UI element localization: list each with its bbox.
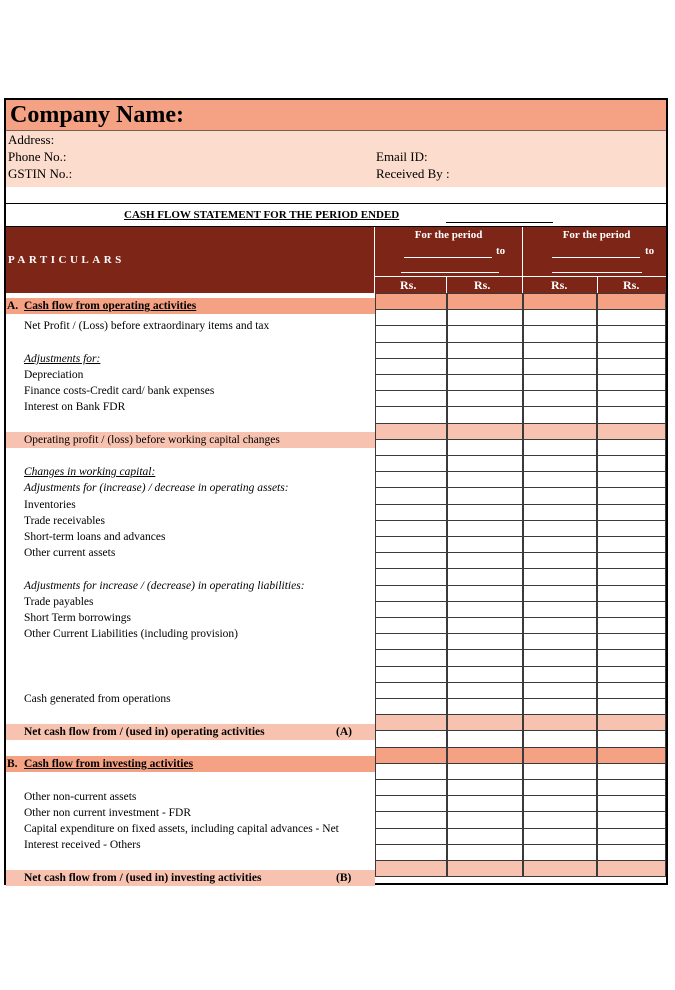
amount-cell[interactable] xyxy=(375,795,447,812)
line-item: Inventories xyxy=(24,499,76,511)
currency-label: Rs. xyxy=(623,278,640,292)
amount-cell[interactable] xyxy=(447,439,523,456)
period-blank xyxy=(404,257,492,258)
amount-cell[interactable] xyxy=(597,747,666,764)
section-a-title: Cash flow from operating activities xyxy=(24,300,197,312)
company-name-label: Company Name: xyxy=(10,102,184,128)
amount-cell[interactable] xyxy=(375,698,447,715)
amount-cell[interactable] xyxy=(447,795,523,812)
header-divider xyxy=(374,227,375,293)
amount-cell[interactable] xyxy=(523,763,597,780)
total-tag: (A) xyxy=(336,726,352,738)
amount-cell[interactable] xyxy=(375,342,447,359)
statement-title: CASH FLOW STATEMENT FOR THE PERIOD ENDED xyxy=(124,209,400,221)
amount-cell[interactable] xyxy=(375,714,447,731)
section-a-letter: A. xyxy=(7,300,19,312)
line-item: Short-term loans and advances xyxy=(24,531,166,543)
amount-cell[interactable] xyxy=(597,439,666,456)
line-item: Capital expenditure on fixed assets, including capital advances - Net xyxy=(24,823,339,835)
amount-cell[interactable] xyxy=(447,714,523,731)
subheading: Adjustments for (increase) / decrease in operating assets: xyxy=(24,482,289,494)
total-tag: (B) xyxy=(336,872,352,884)
amount-cell[interactable] xyxy=(375,374,447,391)
amount-cell[interactable] xyxy=(447,406,523,423)
line-item: Other non-current assets xyxy=(24,791,137,803)
amount-cell[interactable] xyxy=(447,358,523,375)
amount-cell[interactable] xyxy=(375,568,447,585)
period-to-1: to xyxy=(496,245,506,257)
line-item: Trade receivables xyxy=(24,515,105,527)
line-item: Other current assets xyxy=(24,547,116,559)
amount-cell[interactable] xyxy=(447,552,523,569)
subheading: Adjustments for increase / (decrease) in operating liabilities: xyxy=(24,580,305,592)
line-item: Other Current Liabilities (including provision) xyxy=(24,628,238,640)
amount-cell[interactable] xyxy=(447,536,523,553)
amount-cell[interactable] xyxy=(447,633,523,650)
line-item: Operating profit / (loss) before working capital changes xyxy=(24,434,280,446)
amount-cell[interactable] xyxy=(523,860,597,877)
amount-cell[interactable] xyxy=(447,747,523,764)
amount-cell[interactable] xyxy=(523,649,597,666)
amount-cell[interactable] xyxy=(597,568,666,585)
amount-cell[interactable] xyxy=(523,779,597,796)
amount-cell[interactable] xyxy=(597,666,666,683)
amount-cell[interactable] xyxy=(597,455,666,472)
currency-label: Rs. xyxy=(400,278,417,292)
amount-cell[interactable] xyxy=(523,504,597,521)
currency-label: Rs. xyxy=(474,278,491,292)
received-by-label: Received By : xyxy=(376,166,450,181)
amount-cell[interactable] xyxy=(597,471,666,488)
amount-cell[interactable] xyxy=(597,504,666,521)
line-item: Interest received - Others xyxy=(24,839,141,851)
amount-cell[interactable] xyxy=(375,293,447,310)
amount-cell[interactable] xyxy=(447,293,523,310)
amount-cell[interactable] xyxy=(523,374,597,391)
amount-cell[interactable] xyxy=(375,747,447,764)
table-header xyxy=(6,227,666,293)
amount-cell[interactable] xyxy=(375,487,447,504)
amount-cell[interactable] xyxy=(523,601,597,618)
amount-cell[interactable] xyxy=(597,520,666,537)
address-label: Address: xyxy=(8,132,55,147)
amount-cell[interactable] xyxy=(375,358,447,375)
amount-cell[interactable] xyxy=(597,293,666,310)
line-item: Interest on Bank FDR xyxy=(24,401,126,413)
amount-cell[interactable] xyxy=(447,504,523,521)
amount-cell[interactable] xyxy=(523,730,597,747)
amount-cell[interactable] xyxy=(597,682,666,699)
subheading: Adjustments for: xyxy=(24,353,101,365)
amount-cell[interactable] xyxy=(447,471,523,488)
amount-cell[interactable] xyxy=(523,439,597,456)
amount-cell[interactable] xyxy=(375,423,447,440)
amount-cell[interactable] xyxy=(447,325,523,342)
amount-cell[interactable] xyxy=(447,390,523,407)
amount-cell[interactable] xyxy=(523,633,597,650)
amount-cell[interactable] xyxy=(597,844,666,861)
amount-cell[interactable] xyxy=(447,309,523,326)
amount-cell[interactable] xyxy=(375,601,447,618)
amount-cell[interactable] xyxy=(447,520,523,537)
amount-cell[interactable] xyxy=(523,325,597,342)
section-b-letter: B. xyxy=(7,758,18,770)
amount-cell[interactable] xyxy=(523,617,597,634)
amount-cell[interactable] xyxy=(597,342,666,359)
amount-cell[interactable] xyxy=(597,649,666,666)
cash-flow-sheet xyxy=(4,98,668,885)
amount-cell[interactable] xyxy=(597,390,666,407)
amount-cell[interactable] xyxy=(597,714,666,731)
amount-cell[interactable] xyxy=(375,325,447,342)
email-label: Email ID: xyxy=(376,149,428,164)
total-line: Net cash flow from / (used in) investing activities xyxy=(24,872,262,884)
period-label-2: For the period xyxy=(562,229,631,241)
amount-cell[interactable] xyxy=(375,390,447,407)
header-divider xyxy=(446,276,447,293)
amount-cell[interactable] xyxy=(375,309,447,326)
amount-cell[interactable] xyxy=(597,763,666,780)
total-line: Net cash flow from / (used in) operating activities xyxy=(24,726,265,738)
amount-cell[interactable] xyxy=(447,860,523,877)
section-b-title: Cash flow from investing activities xyxy=(24,758,194,770)
amount-cell[interactable] xyxy=(375,666,447,683)
amount-cell[interactable] xyxy=(447,455,523,472)
amount-cell[interactable] xyxy=(523,585,597,602)
amount-cell[interactable] xyxy=(447,698,523,715)
company-name-band xyxy=(6,100,666,131)
amount-cell[interactable] xyxy=(447,666,523,683)
amount-cell[interactable] xyxy=(447,585,523,602)
amount-cell[interactable] xyxy=(523,358,597,375)
amount-cell[interactable] xyxy=(523,795,597,812)
amount-cell[interactable] xyxy=(375,504,447,521)
amount-cell[interactable] xyxy=(597,325,666,342)
amount-cell[interactable] xyxy=(447,828,523,845)
amount-cell[interactable] xyxy=(523,406,597,423)
line-item: Depreciation xyxy=(24,369,84,381)
amount-cell[interactable] xyxy=(597,779,666,796)
period-blank xyxy=(552,257,640,258)
particulars-heading: PARTICULARS xyxy=(8,254,125,266)
amount-cell[interactable] xyxy=(447,844,523,861)
amount-cell[interactable] xyxy=(375,471,447,488)
line-item: Finance costs-Credit card/ bank expenses xyxy=(24,385,215,397)
amount-cell[interactable] xyxy=(375,633,447,650)
amount-cell[interactable] xyxy=(597,536,666,553)
line-item: Net Profit / (Loss) before extraordinary items and tax xyxy=(24,320,270,332)
amount-cell[interactable] xyxy=(597,811,666,828)
amount-cell[interactable] xyxy=(597,601,666,618)
amount-cell[interactable] xyxy=(375,585,447,602)
amount-cell[interactable] xyxy=(523,666,597,683)
amount-cell[interactable] xyxy=(375,536,447,553)
amount-cell[interactable] xyxy=(447,487,523,504)
amount-cell[interactable] xyxy=(523,423,597,440)
amount-cell[interactable] xyxy=(375,455,447,472)
amount-cell[interactable] xyxy=(375,860,447,877)
amount-cell[interactable] xyxy=(447,568,523,585)
amount-cell[interactable] xyxy=(597,406,666,423)
amount-cell[interactable] xyxy=(597,860,666,877)
amount-cell[interactable] xyxy=(597,698,666,715)
amount-cell[interactable] xyxy=(375,844,447,861)
amount-cell[interactable] xyxy=(523,390,597,407)
amount-cell[interactable] xyxy=(523,455,597,472)
amount-cell[interactable] xyxy=(523,487,597,504)
amount-cell[interactable] xyxy=(523,844,597,861)
amount-cell[interactable] xyxy=(523,811,597,828)
amount-cell[interactable] xyxy=(375,779,447,796)
amount-cell[interactable] xyxy=(447,423,523,440)
amount-cell[interactable] xyxy=(523,309,597,326)
header-divider xyxy=(522,227,523,293)
amount-cell[interactable] xyxy=(447,811,523,828)
amount-cell[interactable] xyxy=(375,439,447,456)
amount-cell[interactable] xyxy=(597,795,666,812)
currency-label: Rs. xyxy=(551,278,568,292)
amount-cell[interactable] xyxy=(447,763,523,780)
amount-cell[interactable] xyxy=(597,374,666,391)
amount-cell[interactable] xyxy=(447,617,523,634)
amount-cell[interactable] xyxy=(523,682,597,699)
amount-cell[interactable] xyxy=(523,698,597,715)
line-item: Other non current investment - FDR xyxy=(24,807,192,819)
statement-title-band xyxy=(6,203,666,227)
amount-cell[interactable] xyxy=(597,423,666,440)
header-divider xyxy=(374,276,666,277)
amount-cell[interactable] xyxy=(447,601,523,618)
amount-cell[interactable] xyxy=(375,520,447,537)
subheading: Changes in working capital: xyxy=(24,466,156,478)
amount-cell[interactable] xyxy=(523,536,597,553)
amount-cell[interactable] xyxy=(375,406,447,423)
amount-cell[interactable] xyxy=(523,520,597,537)
period-blank xyxy=(401,272,499,273)
gstin-label: GSTIN No.: xyxy=(8,166,73,181)
line-item: Trade payables xyxy=(24,596,94,608)
line-item: Short Term borrowings xyxy=(24,612,131,624)
amount-cell[interactable] xyxy=(447,342,523,359)
amount-cell[interactable] xyxy=(523,714,597,731)
amount-cell[interactable] xyxy=(523,828,597,845)
amount-cell[interactable] xyxy=(375,552,447,569)
period-end-blank xyxy=(446,222,553,223)
amount-cell[interactable] xyxy=(375,730,447,747)
amount-cell[interactable] xyxy=(447,374,523,391)
amount-cell[interactable] xyxy=(447,730,523,747)
amount-cell[interactable] xyxy=(597,730,666,747)
amount-cell[interactable] xyxy=(375,828,447,845)
amount-cell[interactable] xyxy=(375,763,447,780)
amount-cell[interactable] xyxy=(597,828,666,845)
amount-cell[interactable] xyxy=(597,585,666,602)
period-blank xyxy=(552,272,642,273)
company-info-band xyxy=(6,131,666,187)
amount-cell[interactable] xyxy=(597,633,666,650)
amount-cell[interactable] xyxy=(447,682,523,699)
amount-cell[interactable] xyxy=(523,471,597,488)
amount-cell[interactable] xyxy=(523,342,597,359)
amount-cell[interactable] xyxy=(523,552,597,569)
period-label-1: For the period xyxy=(414,229,483,241)
amount-cell[interactable] xyxy=(597,358,666,375)
line-item: Cash generated from operations xyxy=(24,693,171,705)
amount-cell[interactable] xyxy=(375,811,447,828)
amount-cell[interactable] xyxy=(447,649,523,666)
amount-cell[interactable] xyxy=(597,552,666,569)
amount-cell[interactable] xyxy=(597,309,666,326)
amount-cell[interactable] xyxy=(523,293,597,310)
amount-cell[interactable] xyxy=(597,487,666,504)
amount-cell[interactable] xyxy=(447,779,523,796)
period-to-2: to xyxy=(645,245,655,257)
amount-cell[interactable] xyxy=(597,617,666,634)
phone-label: Phone No.: xyxy=(8,149,67,164)
amount-cell[interactable] xyxy=(375,682,447,699)
amount-cell[interactable] xyxy=(523,747,597,764)
header-divider xyxy=(597,276,598,293)
amount-cell[interactable] xyxy=(523,568,597,585)
amount-cell[interactable] xyxy=(375,617,447,634)
amount-cell[interactable] xyxy=(375,649,447,666)
